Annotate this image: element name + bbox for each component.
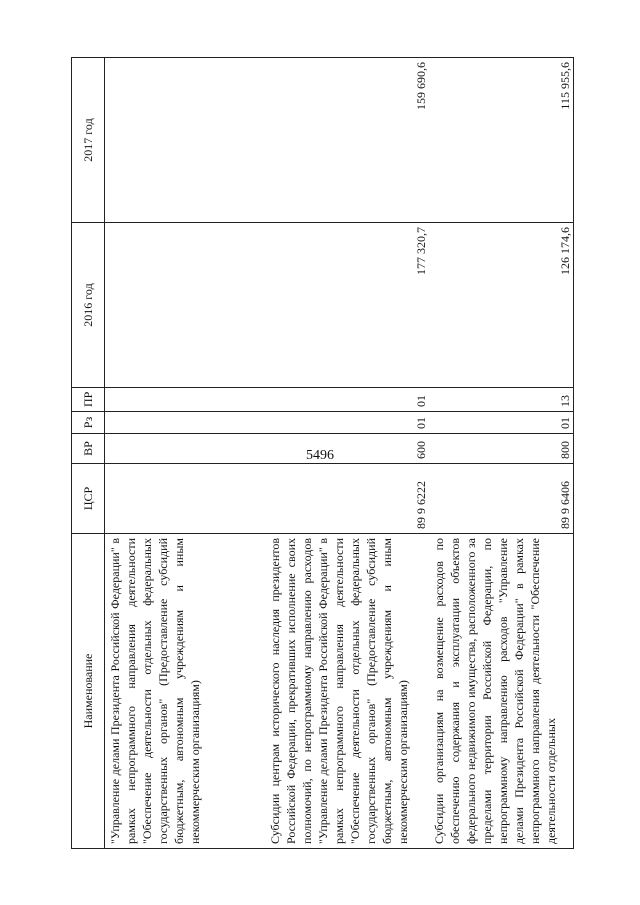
row-name: Субсидии центрам исторического наследия президентов Российской Федерации, прекративших исполнение своих полномочий, по непрограммному направлению расходов "Управление делами Президента Российской Федерации" в рамках непрограммного направления деятельности "Обеспечение деятельности отдельных федеральных государственных органов" (Предоставление субсидий бюджетным, автономным учреждениям и иным некоммерческим организациям) <box>265 534 429 849</box>
row-2017 <box>105 58 265 223</box>
row-2016: 177 320,7 <box>265 223 429 388</box>
table-row <box>265 58 429 849</box>
row-2017: 115 955,6 <box>429 58 574 223</box>
row-2016 <box>105 223 265 388</box>
header-2016: 2016 год <box>72 223 105 388</box>
row-2017: 159 690,6 <box>265 58 429 223</box>
row-rz <box>105 412 265 434</box>
row-rz: 01 <box>429 412 574 434</box>
row-vr: 600 <box>265 434 429 464</box>
row-2016: 126 174,6 <box>429 223 574 388</box>
header-name: Наименование <box>72 534 105 849</box>
table-row <box>105 58 265 849</box>
header-csr: ЦСР <box>72 464 105 534</box>
row-rz: 01 <box>265 412 429 434</box>
row-pr <box>105 388 265 412</box>
header-pr: ПР <box>72 388 105 412</box>
row-csr: 89 9 6406 <box>429 464 574 534</box>
row-name: Субсидии организациям на возмещение расходов по обеспечению содержания и эксплуатации объектов федерального недвижимого имущества, расположенного за пределами территории Российской Федерации, по непрограммному направлению расходов "Управление делами Президента Российской Федерации" в рамках непрограммного направления деятельности "Обеспечение деятельности отдельных <box>429 534 574 849</box>
rotated-table-sheet <box>71 58 574 849</box>
page-number: 5496 <box>306 448 334 463</box>
row-csr <box>105 464 265 534</box>
budget-table <box>71 57 574 849</box>
row-name: "Управление делами Президента Российской Федерации" в рамках непрограммного направления деятельности "Обеспечение деятельности отдельных федеральных государственных органов" (Предоставление субсидий бюджетным, автономным учреждениям и иным некоммерческим организациям) <box>105 534 265 849</box>
table-row <box>429 58 574 849</box>
header-row <box>72 58 105 849</box>
row-vr <box>105 434 265 464</box>
header-2017: 2017 год <box>72 58 105 223</box>
header-vr: ВР <box>72 434 105 464</box>
row-vr: 800 <box>429 434 574 464</box>
header-rz: Рз <box>72 412 105 434</box>
row-pr: 01 <box>265 388 429 412</box>
row-pr: 13 <box>429 388 574 412</box>
row-csr: 89 9 6222 <box>265 464 429 534</box>
